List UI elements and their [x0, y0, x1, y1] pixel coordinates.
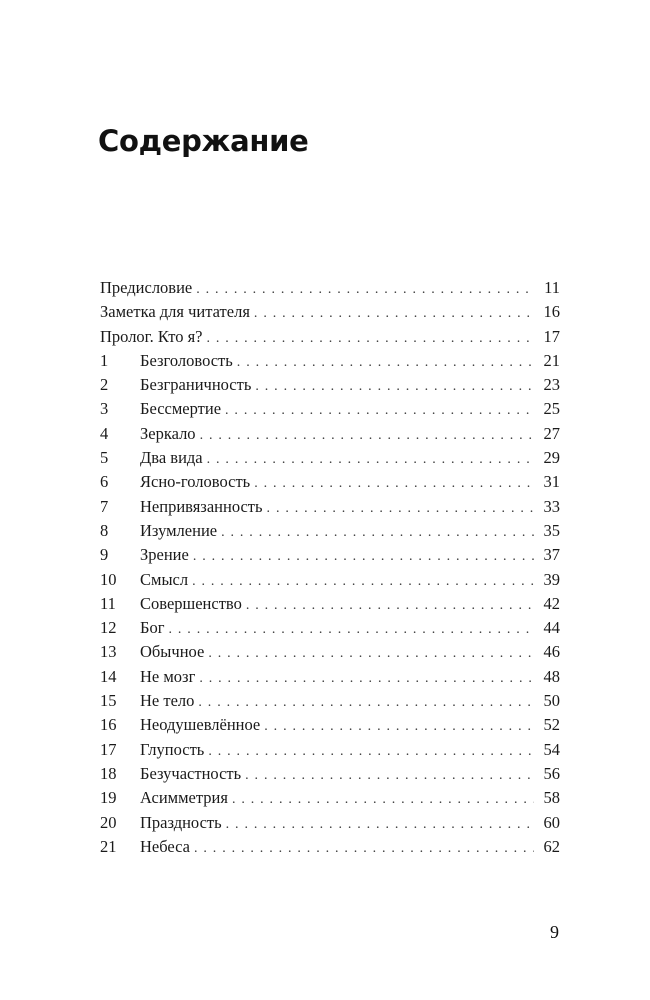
toc-entry-title: Заметка для читателя — [100, 302, 250, 322]
toc-entry — [100, 665, 560, 689]
toc-entry-page: 50 — [543, 691, 560, 711]
toc-entry-page: 31 — [543, 472, 560, 492]
toc-entry-page: 25 — [543, 399, 560, 419]
toc-entry — [100, 519, 560, 543]
dot-leader — [226, 813, 534, 837]
dot-leader — [208, 642, 534, 666]
toc-entry-number: 13 — [100, 642, 117, 662]
toc-entry-title: Не мозг — [140, 666, 196, 686]
toc-entry-title: Безголовость — [140, 350, 233, 370]
toc-entry-title: Предисловие — [100, 278, 193, 297]
toc-entry-number: 6 — [100, 472, 109, 492]
toc-entry-number: 10 — [100, 569, 117, 589]
toc-entry — [100, 446, 560, 470]
toc-entry-page: 52 — [543, 715, 560, 735]
toc-entry — [100, 300, 560, 324]
toc-entry-number: 16 — [100, 715, 117, 735]
toc-entry — [100, 543, 560, 567]
toc-entry — [100, 373, 560, 397]
dot-leader — [225, 399, 534, 423]
dot-leader — [194, 837, 534, 861]
dot-leader — [198, 691, 534, 715]
toc-entry-number: 2 — [100, 375, 109, 395]
dot-leader — [221, 521, 534, 545]
dot-leader — [267, 497, 534, 521]
dot-leader — [245, 764, 534, 788]
dot-leader — [200, 424, 534, 448]
toc-entry-number: 11 — [100, 593, 116, 613]
toc-entry-page: 11 — [544, 278, 560, 297]
toc-entry-title: Обычное — [140, 642, 205, 662]
toc-entry-title: Совершенство — [140, 593, 242, 613]
toc-entry-title: Пролог. Кто я? — [100, 326, 203, 346]
toc-entry-title: Ясно-головость — [140, 472, 251, 492]
toc-entry — [100, 325, 560, 349]
toc-entry-number: 1 — [100, 350, 109, 370]
toc-entry-title: Два вида — [140, 448, 203, 468]
toc-entry — [100, 640, 560, 664]
toc-entry — [100, 835, 560, 859]
toc-entry-page: 33 — [543, 496, 560, 516]
toc-entry-page: 21 — [543, 350, 560, 370]
toc-entry — [100, 568, 560, 592]
dot-leader — [192, 570, 534, 594]
toc-entry-title: Не тело — [140, 691, 195, 711]
toc-entry-title: Глупость — [140, 739, 205, 759]
toc-entry-page: 37 — [543, 545, 560, 565]
toc-entry-title: Непривязанность — [140, 496, 263, 516]
toc-entry-title: Неодушевлённое — [140, 715, 261, 735]
toc-entry-title: Изумление — [140, 520, 218, 540]
toc-entry-title: Небеса — [140, 836, 190, 856]
toc-entry-page: 46 — [543, 642, 560, 662]
toc-entry-page: 42 — [543, 593, 560, 613]
toc-entry-number: 21 — [100, 836, 117, 856]
toc-entry-title: Безучастность — [140, 763, 242, 783]
toc-entry-page: 58 — [543, 788, 560, 808]
toc-entry-number: 9 — [100, 545, 109, 565]
dot-leader — [246, 594, 534, 618]
toc-entry-number: 4 — [100, 423, 109, 443]
toc-entry-page: 23 — [543, 375, 560, 395]
toc-entry-page: 60 — [543, 812, 560, 832]
toc-entry-number: 19 — [100, 788, 117, 808]
dot-leader — [193, 545, 534, 569]
toc-entry-number: 15 — [100, 691, 117, 711]
page-number: 9 — [550, 922, 559, 942]
dot-leader — [199, 667, 534, 691]
toc-entry — [100, 422, 560, 446]
toc-entry-title: Зрение — [140, 545, 189, 565]
dot-leader — [264, 715, 534, 739]
toc-entry — [100, 470, 560, 494]
toc-entry-number: 17 — [100, 739, 117, 759]
toc-entry-page: 48 — [543, 666, 560, 686]
toc-entry-page: 35 — [543, 520, 560, 540]
toc-entry-number: 20 — [100, 812, 117, 832]
page-title: Содержание — [98, 124, 309, 158]
toc-entry — [100, 713, 560, 737]
toc-entry-page: 17 — [543, 326, 560, 346]
toc-entry-number: 7 — [100, 496, 109, 516]
toc-entry-number: 14 — [100, 666, 117, 686]
toc-entry-page: 16 — [543, 302, 560, 322]
table-of-contents — [100, 276, 560, 859]
dot-leader — [255, 375, 534, 399]
dot-leader — [207, 448, 534, 472]
dot-leader — [169, 618, 535, 642]
toc-entry-title: Праздность — [140, 812, 222, 832]
toc-entry-page: 27 — [543, 423, 560, 443]
toc-entry-title: Смысл — [140, 569, 189, 589]
toc-entry — [100, 616, 560, 640]
toc-entry — [100, 689, 560, 713]
toc-entry — [100, 349, 560, 373]
dot-leader — [208, 740, 534, 764]
toc-entry-title: Зеркало — [140, 423, 196, 443]
toc-entry-page: 56 — [543, 763, 560, 783]
toc-entry-page: 39 — [543, 569, 560, 589]
toc-entry-title: Асимметрия — [140, 788, 228, 808]
toc-entry — [100, 397, 560, 421]
toc-entry-number: 8 — [100, 520, 109, 540]
toc-entry-page: 29 — [543, 448, 560, 468]
dot-leader — [207, 327, 535, 351]
toc-entry-number: 5 — [100, 448, 109, 468]
toc-entry-page: 44 — [543, 618, 560, 638]
toc-entry-page: 54 — [543, 739, 560, 759]
toc-entry-title: Безграничность — [140, 375, 252, 395]
dot-leader — [254, 302, 534, 326]
toc-entry — [100, 762, 560, 786]
toc-entry-title: Бессмертие — [140, 399, 222, 419]
toc-entry — [100, 738, 560, 762]
toc-entry — [100, 495, 560, 519]
toc-entry-title: Бог — [140, 618, 165, 638]
dot-leader — [232, 788, 534, 812]
dot-leader — [196, 278, 534, 302]
toc-entry — [100, 592, 560, 616]
dot-leader — [237, 351, 534, 375]
toc-entry — [100, 811, 560, 835]
toc-entry — [100, 786, 560, 810]
dot-leader — [254, 472, 534, 496]
toc-entry-number: 12 — [100, 618, 117, 638]
toc-entry — [100, 276, 560, 300]
toc-entry-page: 62 — [543, 836, 560, 856]
toc-entry-number: 18 — [100, 763, 117, 783]
toc-entry-number: 3 — [100, 399, 109, 419]
